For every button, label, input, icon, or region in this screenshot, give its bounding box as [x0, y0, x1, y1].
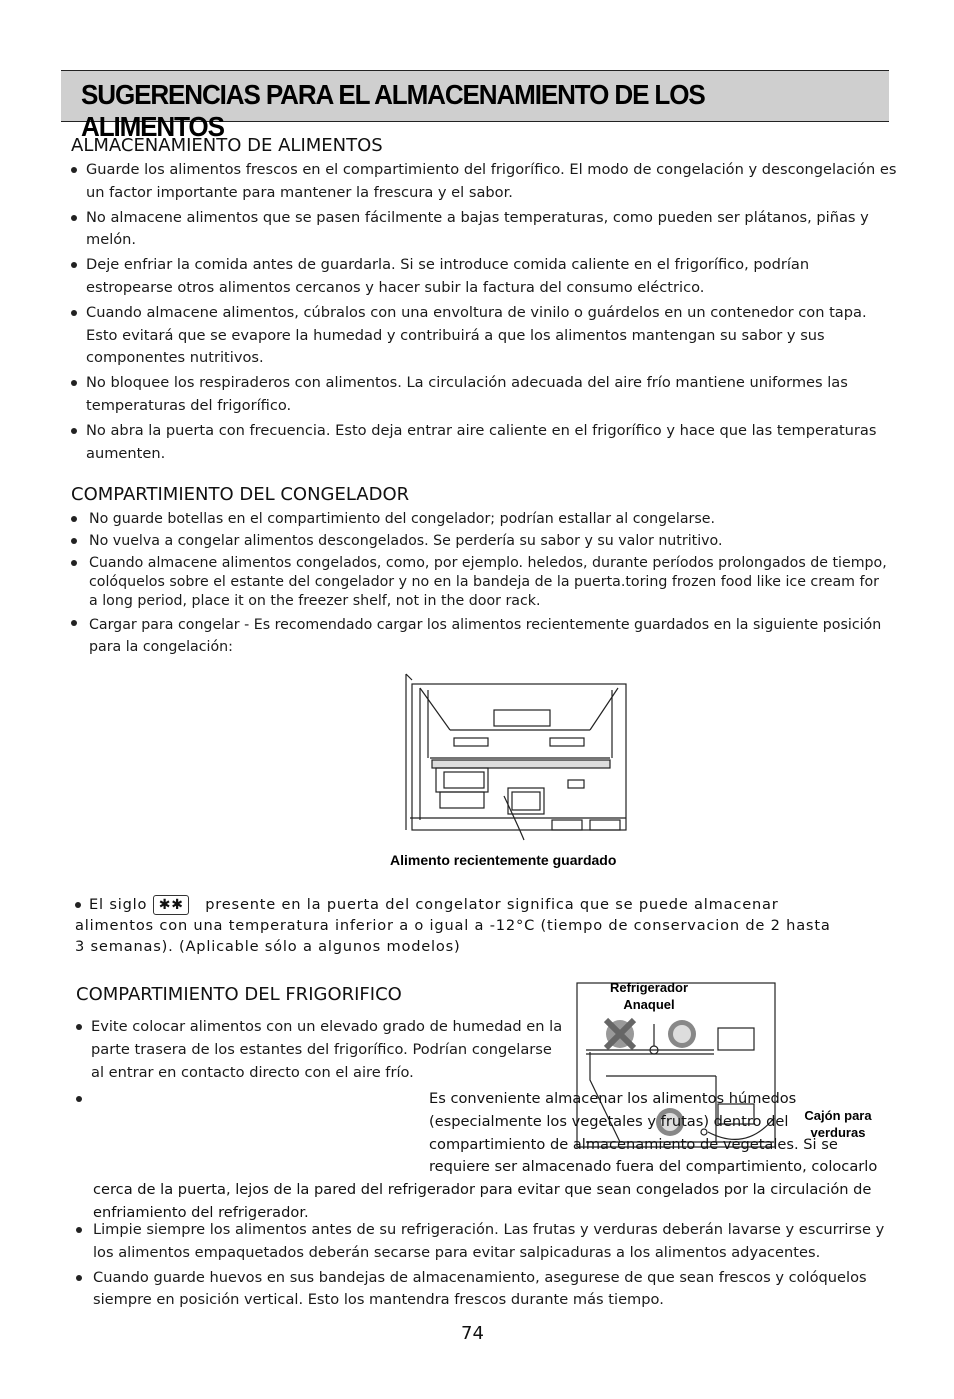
list-item: Cargar para congelar - Es recomendado cargar los alimentos recientemente guardados en la siguiente posición para la congelación:	[71, 614, 891, 658]
star-note	[75, 894, 845, 957]
page-number: 74	[461, 1323, 484, 1344]
star-note-after: presente en la puerta del congelator significa que se puede almacenar alimentos con una temperatura inferior a o igual a -12°C (tiempo de conservacion de 2 hasta 3 semanas). (Aplicable sólo a algunos modelos)	[75, 896, 831, 955]
page-title: SUGERENCIAS PARA EL ALMACENAMIENTO DE LOS ALIMENTOS	[81, 79, 705, 142]
drawer-label-line2: verduras	[810, 1125, 866, 1140]
list-item	[76, 1088, 898, 1225]
star-note-before: El siglo	[89, 896, 148, 913]
list-item: No bloquee los respiraderos con alimentos. La circulación adecuada del aire frío mantiene uniformes las temperaturas del frigorífico.	[71, 372, 897, 418]
fridge-list-bottom	[76, 1219, 898, 1312]
drawer-label-line1: Cajón para	[804, 1108, 872, 1123]
fridge-list-top	[76, 1016, 566, 1088]
bullet-icon	[75, 902, 81, 908]
fridge-heading: COMPARTIMIENTO DEL FRIGORIFICO	[76, 984, 402, 1005]
list-item: Cuando guarde huevos en sus bandejas de almacenamiento, asegurese de que sean frescos y colóquelos siempre en posición vertical. Esto los mantendra frescos durante más tiempo.	[76, 1267, 898, 1313]
figure-caption: Alimento recientemente guardado	[390, 852, 617, 868]
fridge-item-2-text: Es conveniente almacenar los alimentos húmedos (especialmente los vegetales y frutas) dentro del compartimiento de almacenamiento de vegetales. Si se requiere ser almacenado fuera del compartimiento, colocarlo cerca de la puerta, lejos de la pared del refrigerador para evitar que sean congelados por la circulación de enfriamiento del refrigerador.	[93, 1090, 878, 1221]
freezer-list	[71, 510, 891, 661]
list-item: No guarde botellas en el compartimiento del congelador; podrían estallar al congelarse.	[71, 510, 891, 529]
shelf-label	[600, 979, 698, 1013]
list-item: No abra la puerta con frecuencia. Esto deja entrar aire caliente en el frigorífico y hace que las temperaturas aumenten.	[71, 420, 897, 466]
storage-heading: ALMACENAMIENTO DE ALIMENTOS	[71, 135, 383, 156]
list-item: No vuelva a congelar alimentos descongelados. Se perdería su sabor y su valor nutritivo.	[71, 532, 891, 551]
list-item: Limpie siempre los alimentos antes de su refrigeración. Las frutas y verduras deberán lavarse y escurrirse y los alimentos empaquetados deberán secarse para evitar salpicaduras a los alimentos adyacentes.	[76, 1219, 898, 1265]
title-bar	[61, 70, 889, 142]
freezer-heading: COMPARTIMIENTO DEL CONGELADOR	[71, 484, 410, 505]
freezer-diagram	[400, 670, 632, 845]
list-item: Cuando almacene alimentos, cúbralos con una envoltura de vinilo o guárdelos en un contenedor con tapa. Esto evitará que se evapore la humedad y contribuirá a que los alimentos mantengan su sabor y sus componentes nutritivos.	[71, 302, 897, 370]
list-item: Evite colocar alimentos con un elevado grado de humedad en la parte trasera de los estantes del frigorífico. Podrían congelarse al entrar en contacto directo con el aire frío.	[76, 1016, 566, 1084]
list-item: Guarde los alimentos frescos en el compartimiento del frigorífico. El modo de congelación y descongelación es un factor importante para mantener la frescura y el sabor.	[71, 159, 897, 205]
shelf-label-line2: Anaquel	[623, 997, 675, 1012]
fridge-item-2	[76, 1088, 898, 1225]
list-item: Cuando almacene alimentos congelados, como, por ejemplo. heledos, durante períodos prolongados de tiempo, colóquelos sobre el estante del congelador y no en la bandeja de la puerta.toring frozen food like ice cream for a long period, place it on the freezer shelf, not in the door rack.	[71, 554, 891, 611]
list-item: Deje enfriar la comida antes de guardarla. Si se introduce comida caliente en el frigorífico, podrían estropearse otros alimentos cercanos y hacer subir la factura del consumo eléctrico.	[71, 254, 897, 300]
double-star-icon: ✱✱	[153, 895, 189, 915]
bullet-icon	[76, 1096, 82, 1102]
list-item: No almacene alimentos que se pasen fácilmente a bajas temperaturas, como pueden ser plátanos, piñas y melón.	[71, 207, 897, 253]
storage-list	[71, 159, 897, 467]
shelf-label-line1: Refrigerador	[609, 980, 689, 995]
